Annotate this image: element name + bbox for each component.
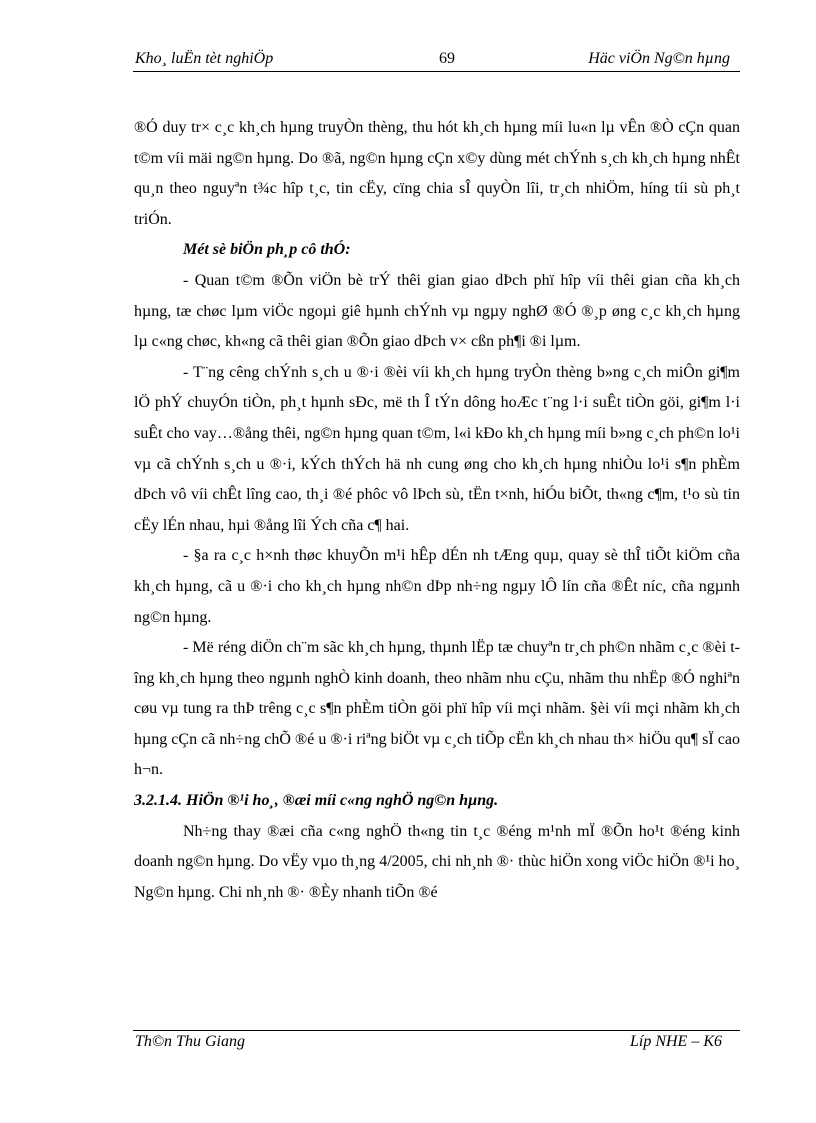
page-header	[133, 50, 740, 72]
header-school: Häc viÖn Ng©n hµng	[588, 50, 730, 67]
paragraph-6: Nh÷ng thay ®æi cña c«ng nghÖ th«ng tin t¸c ®éng m¹nh mÏ ®Õn ho¹t ®éng kinh doanh ng©n hµng. Do vËy vµo th¸ng 4/2005, chi nh¸nh ®· thùc hiÖn xong viÖc hiÖn ®¹i ho¸ Ng©n hµng. Chi nh¸nh ®· ®Èy nhanh tiÕn ®é	[134, 822, 740, 901]
page-body	[134, 113, 740, 908]
header-rule	[133, 71, 740, 72]
footer-rule	[133, 1030, 740, 1031]
header-title: Kho¸ luËn tèt nghiÖp	[135, 50, 274, 67]
footer-class: Líp NHE – K6	[629, 1033, 722, 1050]
page-footer	[133, 1033, 740, 1057]
paragraph-4: - §a ra c¸c h×nh thøc khuyÕn m¹i hÊp dÉn nh tÆng quµ, quay sè thÎ tiÕt kiÖm cña kh¸ch hµng, cã u ®·i cho kh¸ch hµng nh©n dÞp nh÷ng ngµy lÔ lín cña ®Êt níc, cña ngµnh ng©n hµng.	[134, 547, 740, 626]
paragraph-3: - T¨ng cêng chÝnh s¸ch u ®·i ®èi víi kh¸ch hµng tryÒn thèng b»ng c¸ch miÔn gi¶m lÖ phÝ chuyÓn tiÒn, ph¸t hµnh sÐc, më th Î tÝn dông hoÆc t¨ng l·i suÊt tiÒn göi, gi¶m l·i suÊt cho vay…®ång thêi, ng©n hµng quan t©m, l«i kÐo kh¸ch hµng míi b»ng c¸ch ph©n lo¹i vµ cã chÝnh s¸ch u ®·i, kÝch thÝch hä nh cung øng cho kh¸ch hµng nhiÒu lo¹i s¶n phÈm dÞch vô víi chÊt lîng cao, th¸i ®é phôc vô lÞch sù, tËn t×nh, hiÓu biÕt, th«ng c¶m, t¹o sù tin cËy lÉn nhau, hµi ®ång lîi Ých cña c¶ hai.	[134, 363, 740, 534]
subheading: Mét sè biÖn ph¸p cô thÓ:	[183, 241, 351, 259]
page-number: 69	[439, 50, 455, 67]
paragraph-2: - Quan t©m ®Õn viÖn bè trÝ thêi gian giao dÞch phï hîp víi thêi gian cña kh¸ch hµng, tæ chøc lµm viÖc ngoµi giê hµnh chÝnh vµ ngµy nghØ ®Ó ®¸p øng c¸c kh¸ch hµng lµ c«ng chøc, kh«ng cã thêi gian ®Õn giao dÞch v× cßn ph¶i ®i lµm.	[134, 271, 740, 351]
footer-author: Th©n Thu Giang	[135, 1033, 245, 1050]
paragraph-1: ®Ó duy tr× c¸c kh¸ch hµng truyÒn thèng, thu hót kh¸ch hµng míi lu«n lµ vÊn ®Ò cÇn quan t©m víi mäi ng©n hµng. Do ®ã, ng©n hµng cÇn x©y dùng mét chÝnh s¸ch kh¸ch hµng nhÊt qu¸n theo nguyªn t¾c hîp t¸c, tin cËy, cïng chia sÎ quyÒn lîi, tr¸ch nhiÖm, híng tíi sù ph¸t triÓn.	[134, 119, 740, 228]
paragraph-5: - Më réng diÖn ch¨m sãc kh¸ch hµng, thµnh lËp tæ chuyªn tr¸ch ph©n nhãm c¸c ®èi tîng kh¸ch hµng theo ngµnh nghÒ kinh doanh, theo nhãm nhu cÇu, nhãm thu nhËp ®Ó nghiªn cøu vµ tung ra thÞ trêng c¸c s¶n phÈm tiÒn göi phï hîp víi mçi nhãm. §èi víi mçi nhãm kh¸ch hµng cÇn cã nh÷ng chÕ ®é u ®·i riªng biÖt vµ c¸ch tiÕp cËn kh¸ch nhau th× hiÖu qu¶ sÏ cao h¬n.	[134, 639, 740, 779]
section-title: 3.2.1.4. HiÖn ®¹i ho¸, ®æi míi c«ng nghÖ ng©n hµng.	[134, 792, 499, 810]
